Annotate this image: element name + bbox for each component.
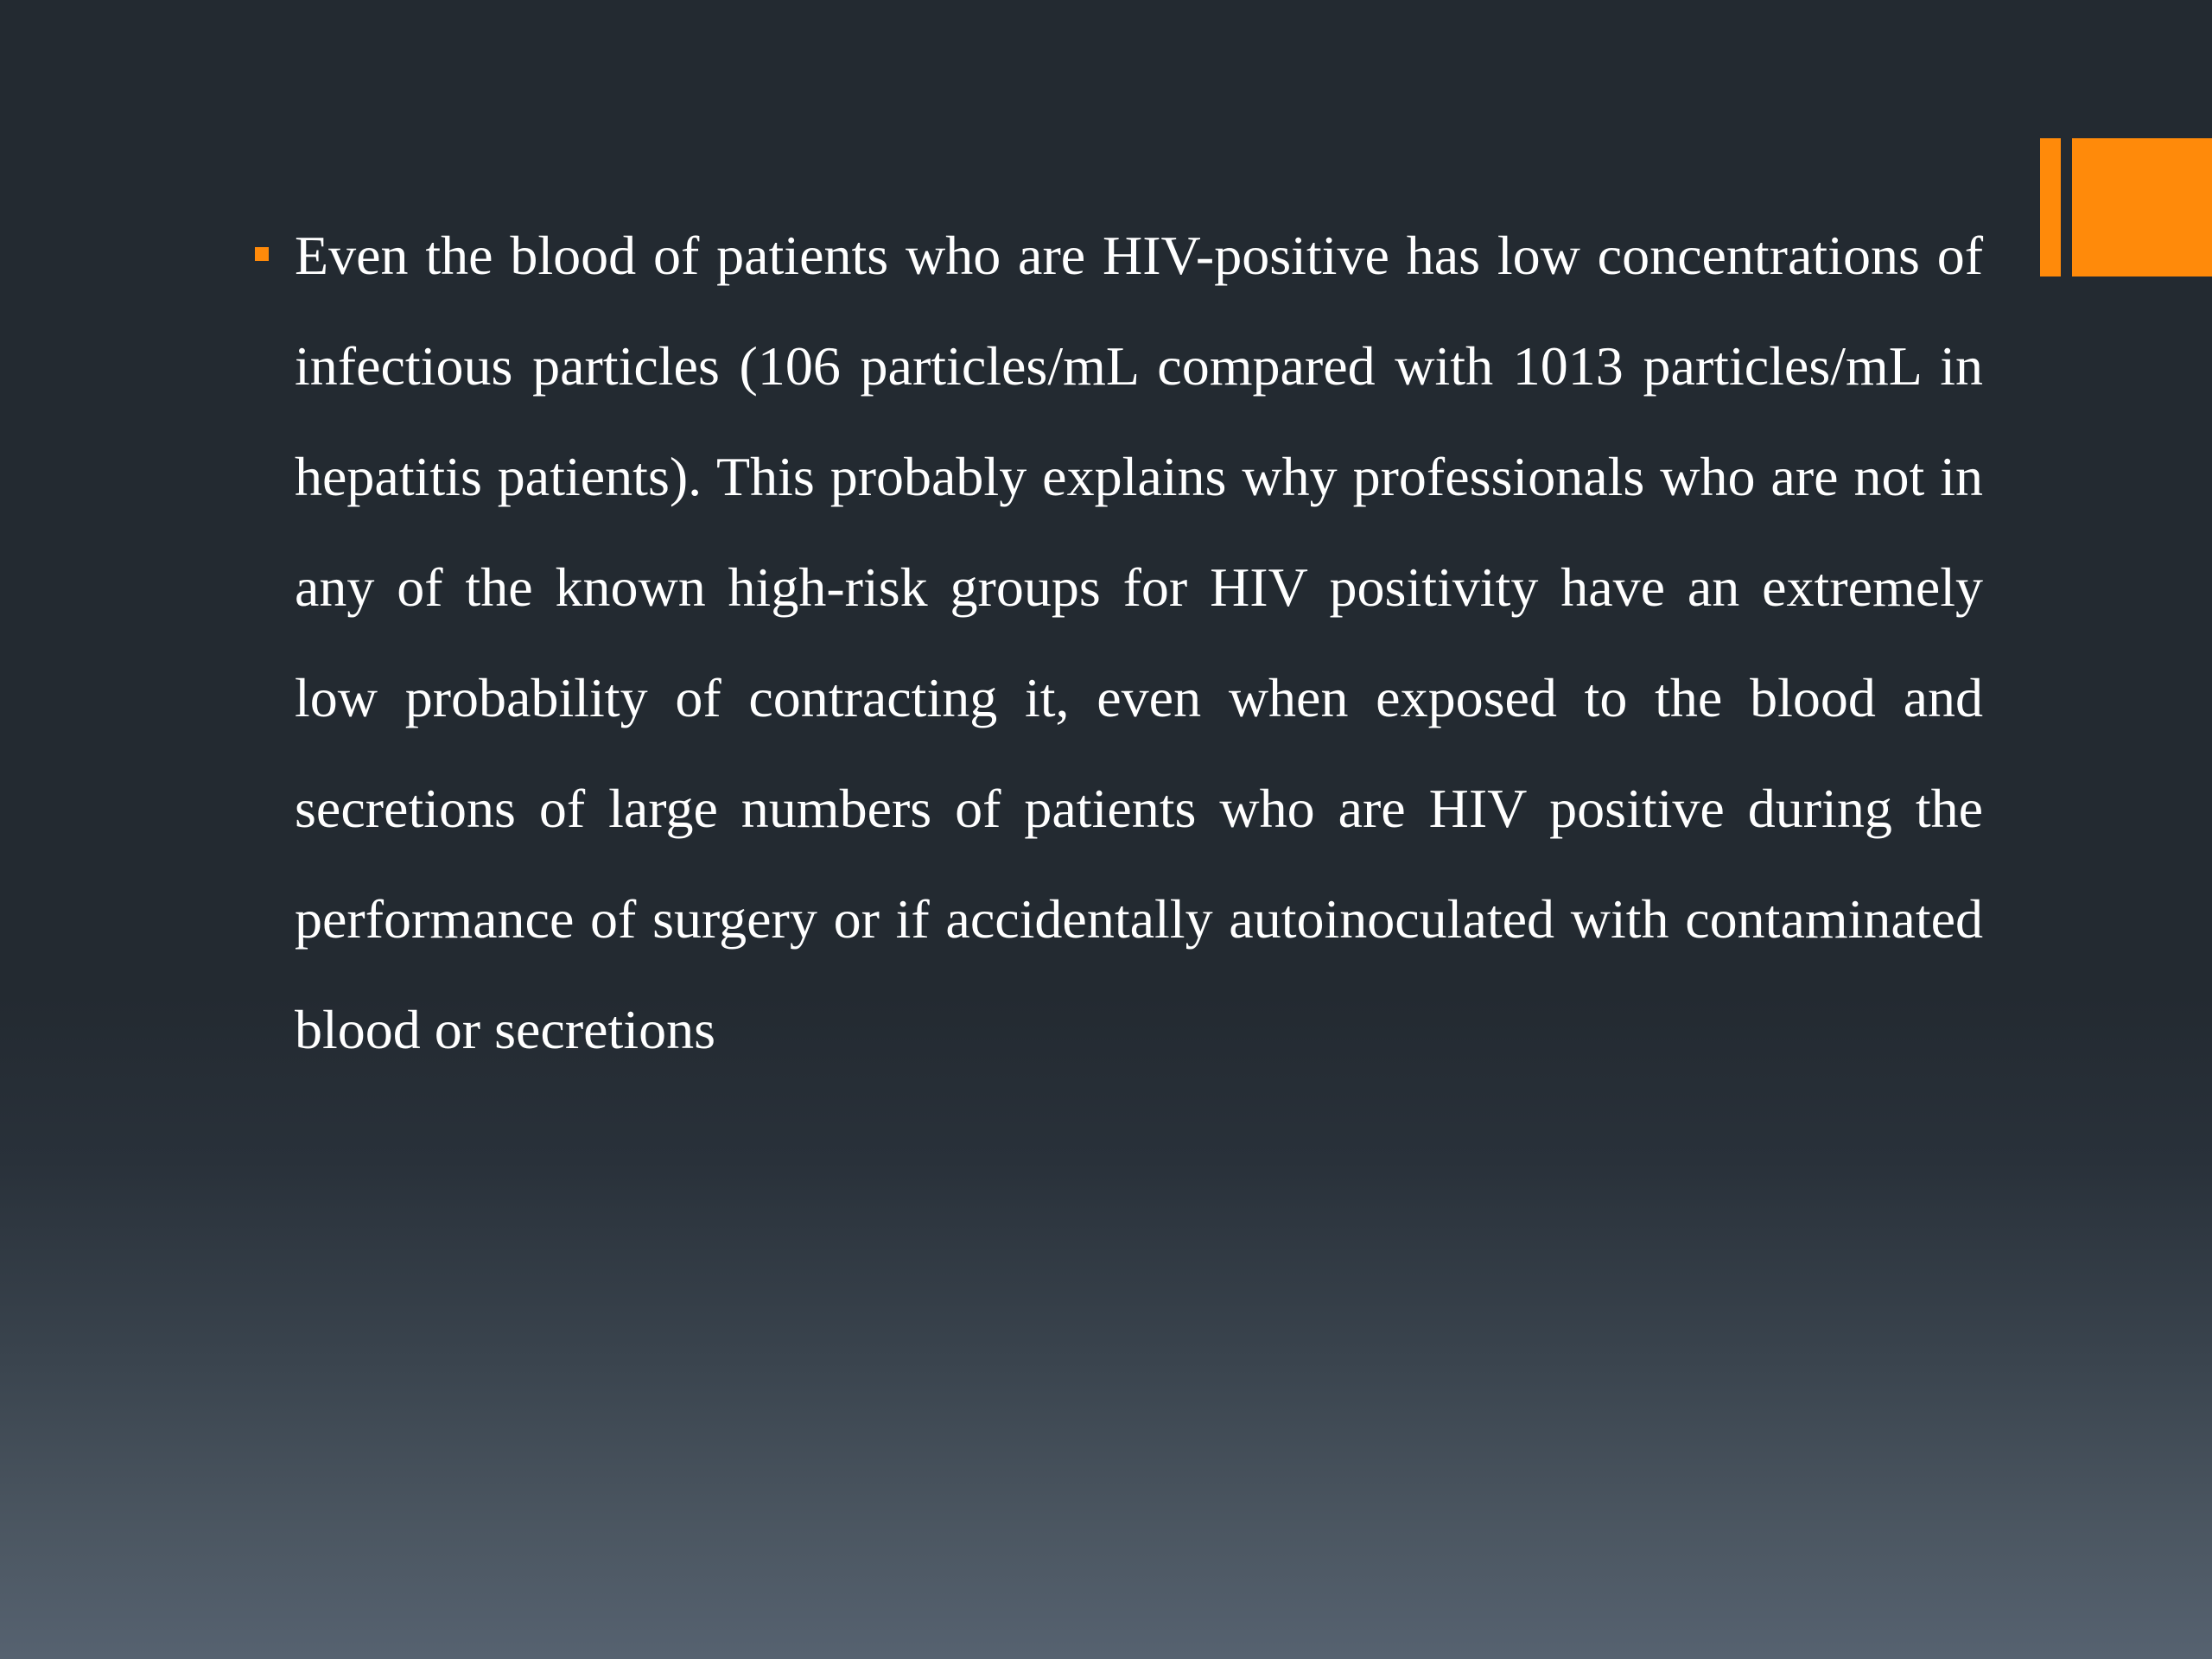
bullet-item bbox=[255, 200, 1983, 1085]
accent-bar-block bbox=[2072, 138, 2212, 276]
square-bullet-icon bbox=[255, 247, 269, 261]
accent-bar-thin bbox=[2040, 138, 2061, 276]
bullet-text: Even the blood of patients who are HIV-positive has low concentrations of infectious particles (106 particles/mL compared with 1013 particles/mL in hepatitis patients). This probably explains why professionals who are not in any of the known high-risk groups for HIV positivity have an extremely low probability of contracting it, even when exposed to the blood and secretions of large numbers of patients who are HIV positive during the performance of surgery or if accidentally autoinoculated with contaminated blood or secretions bbox=[295, 225, 1983, 1060]
slide-content bbox=[255, 200, 1983, 1085]
